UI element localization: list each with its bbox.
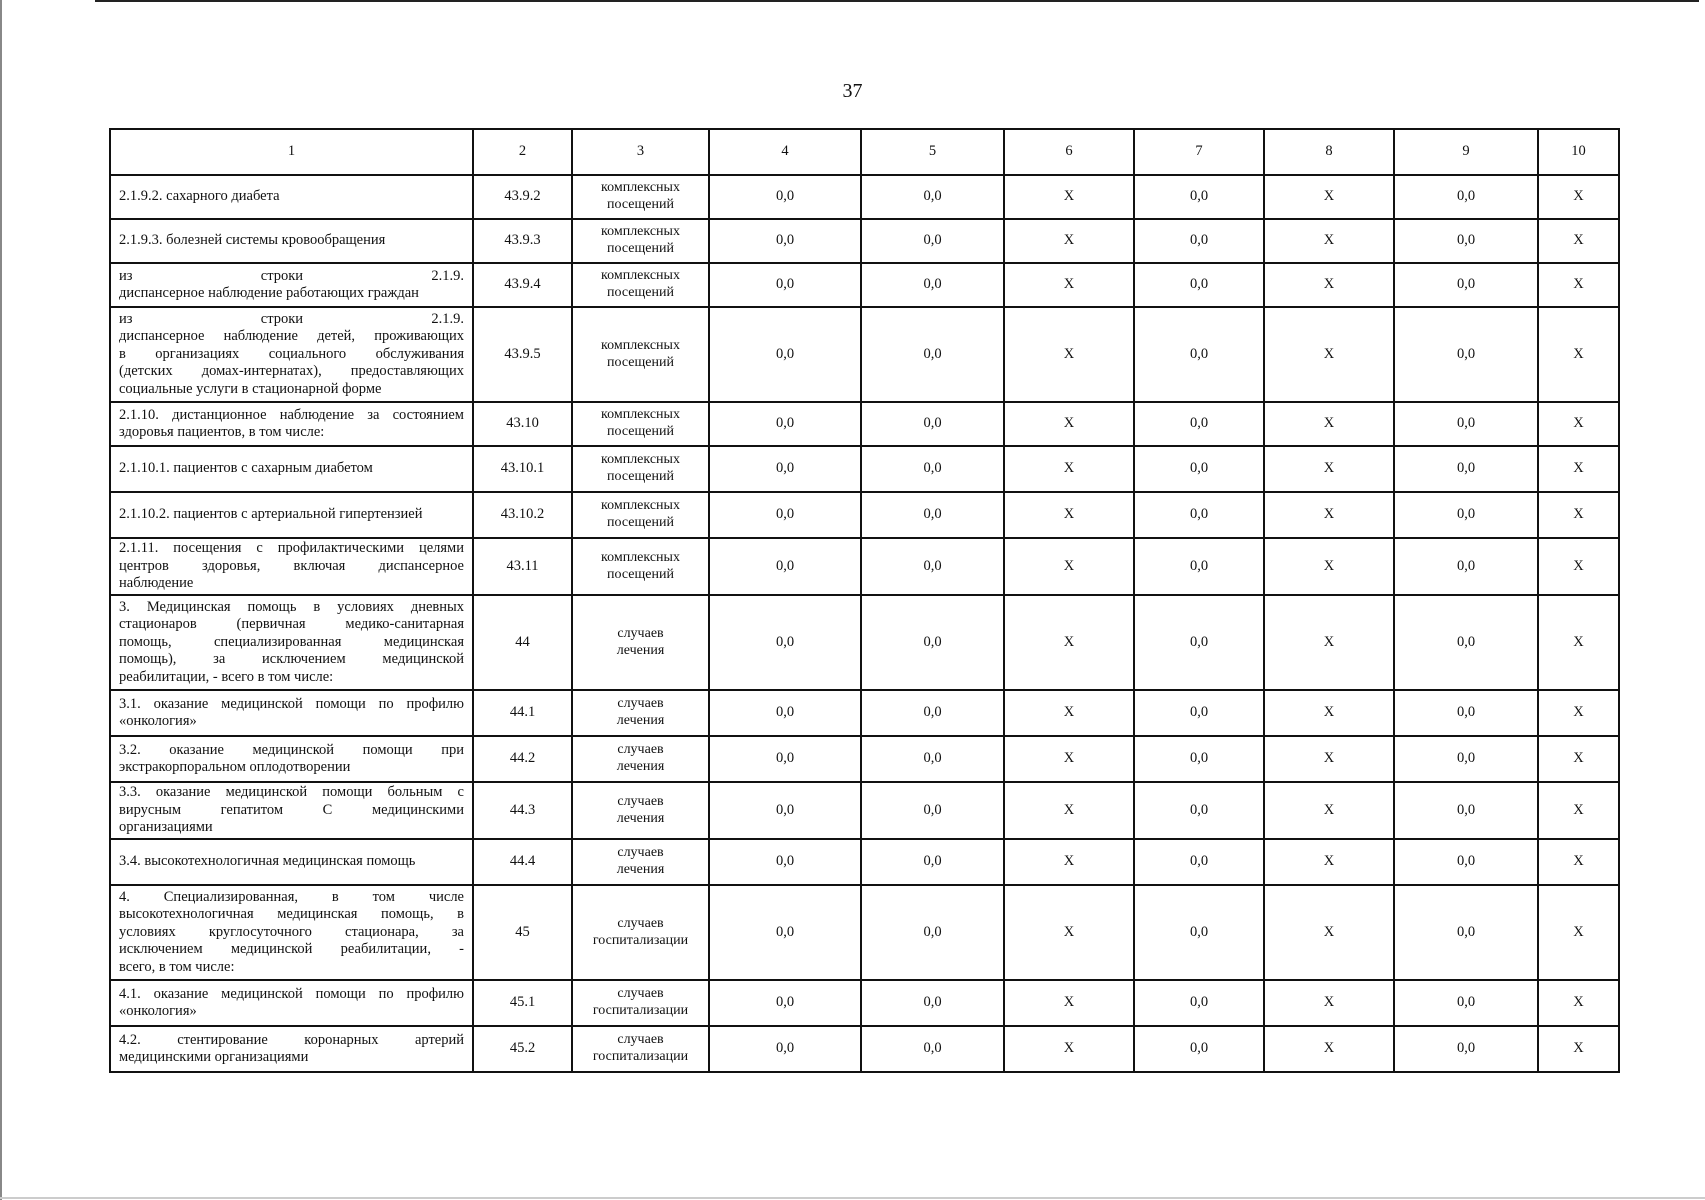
value-cell-c5: 0,0 [861, 690, 1004, 736]
value-cell-c4: 0,0 [709, 402, 861, 446]
value-cell-c10: X [1538, 839, 1619, 885]
row-code-cell: 43.10.1 [473, 446, 572, 492]
value-cell-c8: X [1264, 885, 1394, 980]
value-cell-c10: X [1538, 492, 1619, 538]
value-cell-c8: X [1264, 595, 1394, 690]
value-cell-c6: X [1004, 736, 1134, 782]
value-cell-c7: 0,0 [1134, 492, 1264, 538]
value-cell-c10: X [1538, 736, 1619, 782]
row-label-line: в организациях социального обслуживания [119, 345, 464, 362]
value-cell-c6: X [1004, 980, 1134, 1026]
row-label-line: вирусным гепатитом С медицинскими [119, 801, 464, 818]
table-row [110, 690, 1619, 736]
row-label-line: помощь, специализированная медицинская [119, 633, 464, 650]
header-cell: 7 [1134, 129, 1264, 175]
value-cell-c10: X [1538, 782, 1619, 839]
row-label-line: 3.4. высокотехнологичная медицинская помощь [119, 853, 416, 870]
value-cell-c8: X [1264, 1026, 1394, 1072]
value-cell-c8: X [1264, 307, 1394, 402]
value-cell-c4: 0,0 [709, 219, 861, 263]
unit-line: посещений [607, 241, 674, 256]
value-cell-c8: X [1264, 690, 1394, 736]
row-label-line: здоровья пациентов, в том числе: [119, 424, 325, 440]
unit-line: лечения [616, 713, 665, 728]
header-cell: 4 [709, 129, 861, 175]
unit-line: лечения [616, 642, 665, 658]
row-label-cell [110, 980, 473, 1026]
row-label-line: медицинскими организациями [119, 1049, 309, 1065]
table-row [110, 219, 1619, 263]
value-cell-c8: X [1264, 538, 1394, 595]
row-label-line: исключением медицинской реабилитации, - [119, 941, 464, 958]
header-cell: 9 [1394, 129, 1538, 175]
value-cell-c10: X [1538, 690, 1619, 736]
unit-line: посещений [607, 354, 674, 370]
row-label-line: 3.1. оказание медицинской помощи по профилю [119, 695, 464, 712]
table-row [110, 839, 1619, 885]
value-cell-c10: X [1538, 885, 1619, 980]
row-code-cell: 43.10 [473, 402, 572, 446]
header-cell: 8 [1264, 129, 1394, 175]
value-cell-c9: 0,0 [1394, 307, 1538, 402]
row-code-cell: 43.10.2 [473, 492, 572, 538]
value-cell-c4: 0,0 [709, 492, 861, 538]
value-cell-c5: 0,0 [861, 307, 1004, 402]
value-cell-c7: 0,0 [1134, 538, 1264, 595]
value-cell-c7: 0,0 [1134, 885, 1264, 980]
row-unit-cell [572, 736, 709, 782]
value-cell-c8: X [1264, 492, 1394, 538]
row-unit-cell [572, 782, 709, 839]
row-label-cell [110, 219, 473, 263]
table-row [110, 446, 1619, 492]
row-label-line: реабилитации, - всего в том числе: [119, 668, 334, 685]
value-cell-c10: X [1538, 402, 1619, 446]
value-cell-c10: X [1538, 263, 1619, 307]
value-cell-c4: 0,0 [709, 538, 861, 595]
value-cell-c8: X [1264, 736, 1394, 782]
table-row [110, 885, 1619, 980]
row-unit-cell [572, 690, 709, 736]
row-code-cell: 45.2 [473, 1026, 572, 1072]
row-label-line: центров здоровья, включая диспансерное [119, 557, 464, 574]
unit-line: комплексных [601, 452, 680, 468]
unit-line: комплексных [601, 224, 680, 240]
value-cell-c7: 0,0 [1134, 595, 1264, 690]
row-label-line: стационаров (первичная медико-санитарная [119, 616, 464, 633]
value-cell-c7: 0,0 [1134, 175, 1264, 219]
row-label-line: диспансерное наблюдение детей, проживающих [119, 328, 464, 345]
table-row [110, 980, 1619, 1026]
row-label-line: 2.1.10. дистанционное наблюдение за состоянием [119, 406, 464, 423]
unit-line: комплексных [601, 180, 680, 196]
unit-line: посещений [607, 566, 674, 582]
row-code-cell: 43.9.4 [473, 263, 572, 307]
row-code-cell: 45 [473, 885, 572, 980]
unit-line: госпитализации [592, 1003, 689, 1018]
row-label-cell [110, 1026, 473, 1072]
row-code-cell: 44.2 [473, 736, 572, 782]
value-cell-c9: 0,0 [1394, 736, 1538, 782]
row-label-line: 4. Специализированная, в том числе [119, 889, 464, 906]
unit-line: случаев [617, 1032, 664, 1048]
unit-line: госпитализации [592, 932, 689, 948]
row-label-cell [110, 690, 473, 736]
value-cell-c5: 0,0 [861, 219, 1004, 263]
value-cell-c8: X [1264, 219, 1394, 263]
value-cell-c6: X [1004, 595, 1134, 690]
value-cell-c4: 0,0 [709, 446, 861, 492]
value-cell-c4: 0,0 [709, 885, 861, 980]
row-label-cell [110, 402, 473, 446]
unit-line: случаев [617, 793, 664, 809]
unit-line: случаев [617, 625, 664, 641]
value-cell-c5: 0,0 [861, 980, 1004, 1026]
row-code-cell: 43.11 [473, 538, 572, 595]
value-cell-c9: 0,0 [1394, 690, 1538, 736]
unit-line: госпитализации [592, 1049, 689, 1064]
value-cell-c4: 0,0 [709, 307, 861, 402]
row-label-line: из строки 2.1.9. [119, 311, 464, 328]
row-label-cell [110, 446, 473, 492]
value-cell-c10: X [1538, 307, 1619, 402]
value-cell-c9: 0,0 [1394, 492, 1538, 538]
unit-line: посещений [607, 424, 674, 439]
row-unit-cell [572, 492, 709, 538]
unit-line: случаев [617, 696, 664, 712]
table-row [110, 402, 1619, 446]
row-label-line: 4.2. стентирование коронарных артерий [119, 1031, 464, 1048]
table-row [110, 263, 1619, 307]
value-cell-c4: 0,0 [709, 690, 861, 736]
unit-line: комплексных [601, 268, 680, 284]
unit-line: лечения [616, 759, 665, 774]
row-code-cell: 44.1 [473, 690, 572, 736]
row-label-cell [110, 307, 473, 402]
table-row [110, 538, 1619, 595]
value-cell-c7: 0,0 [1134, 839, 1264, 885]
value-cell-c6: X [1004, 538, 1134, 595]
value-cell-c9: 0,0 [1394, 1026, 1538, 1072]
value-cell-c6: X [1004, 839, 1134, 885]
left-scan-edge [0, 0, 2, 1200]
value-cell-c10: X [1538, 538, 1619, 595]
header-cell: 5 [861, 129, 1004, 175]
value-cell-c5: 0,0 [861, 402, 1004, 446]
header-row [110, 129, 1619, 175]
value-cell-c4: 0,0 [709, 595, 861, 690]
row-label-line: всего, в том числе: [119, 958, 235, 975]
row-label-line: 2.1.9.3. болезней системы кровообращения [119, 232, 386, 249]
header-cell: 3 [572, 129, 709, 175]
value-cell-c9: 0,0 [1394, 263, 1538, 307]
table-row [110, 175, 1619, 219]
value-cell-c7: 0,0 [1134, 446, 1264, 492]
table-body [110, 175, 1619, 1072]
value-cell-c6: X [1004, 263, 1134, 307]
page-number: 37 [842, 80, 863, 102]
row-code-cell: 44.3 [473, 782, 572, 839]
header-cell: 1 [110, 129, 473, 175]
row-label-cell [110, 595, 473, 690]
row-label-line: социальные услуги в стационарной форме [119, 380, 382, 397]
value-cell-c9: 0,0 [1394, 595, 1538, 690]
value-cell-c5: 0,0 [861, 885, 1004, 980]
value-cell-c4: 0,0 [709, 782, 861, 839]
value-cell-c8: X [1264, 980, 1394, 1026]
unit-line: комплексных [601, 407, 680, 423]
unit-line: посещений [607, 515, 674, 530]
value-cell-c7: 0,0 [1134, 782, 1264, 839]
table-row [110, 782, 1619, 839]
row-label-line: диспансерное наблюдение работающих граждан [119, 285, 419, 301]
unit-line: комплексных [601, 337, 680, 353]
header-cell: 2 [473, 129, 572, 175]
unit-line: комплексных [601, 498, 680, 514]
row-unit-cell [572, 446, 709, 492]
row-code-cell: 44 [473, 595, 572, 690]
value-cell-c6: X [1004, 782, 1134, 839]
value-cell-c8: X [1264, 175, 1394, 219]
row-label-line: 3. Медицинская помощь в условиях дневных [119, 599, 464, 616]
row-label-cell [110, 736, 473, 782]
value-cell-c5: 0,0 [861, 538, 1004, 595]
row-label-cell [110, 782, 473, 839]
value-cell-c9: 0,0 [1394, 885, 1538, 980]
value-cell-c5: 0,0 [861, 782, 1004, 839]
top-border-line [95, 0, 1699, 2]
unit-line: посещений [607, 285, 674, 300]
value-cell-c9: 0,0 [1394, 175, 1538, 219]
table-row [110, 492, 1619, 538]
value-cell-c5: 0,0 [861, 595, 1004, 690]
value-cell-c4: 0,0 [709, 263, 861, 307]
row-label-line: экстракорпоральном оплодотворении [119, 759, 351, 775]
value-cell-c6: X [1004, 1026, 1134, 1072]
value-cell-c9: 0,0 [1394, 219, 1538, 263]
row-label-line: высокотехнологичная медицинская помощь, в [119, 906, 464, 923]
value-cell-c7: 0,0 [1134, 263, 1264, 307]
row-label-cell [110, 492, 473, 538]
row-code-cell: 43.9.5 [473, 307, 572, 402]
value-cell-c6: X [1004, 446, 1134, 492]
header-cell: 6 [1004, 129, 1134, 175]
row-label-line: 3.3. оказание медицинской помощи больным с [119, 784, 464, 801]
unit-line: лечения [616, 862, 665, 877]
value-cell-c6: X [1004, 885, 1134, 980]
value-cell-c8: X [1264, 782, 1394, 839]
row-label-line: 2.1.11. посещения с профилактическими целями [119, 540, 464, 557]
value-cell-c4: 0,0 [709, 1026, 861, 1072]
unit-line: случаев [617, 742, 664, 758]
row-code-cell: 45.1 [473, 980, 572, 1026]
value-cell-c5: 0,0 [861, 736, 1004, 782]
value-cell-c6: X [1004, 402, 1134, 446]
value-cell-c10: X [1538, 446, 1619, 492]
value-cell-c9: 0,0 [1394, 839, 1538, 885]
value-cell-c8: X [1264, 839, 1394, 885]
row-code-cell: 44.4 [473, 839, 572, 885]
row-unit-cell [572, 307, 709, 402]
value-cell-c7: 0,0 [1134, 1026, 1264, 1072]
row-label-line: 2.1.9.2. сахарного диабета [119, 188, 280, 205]
row-label-line: помощь), за исключением медицинской [119, 651, 464, 668]
unit-line: посещений [607, 469, 674, 484]
value-cell-c4: 0,0 [709, 980, 861, 1026]
row-label-line: «онкология» [119, 1003, 197, 1019]
table-row [110, 736, 1619, 782]
row-label-cell [110, 538, 473, 595]
row-unit-cell [572, 538, 709, 595]
value-cell-c6: X [1004, 219, 1134, 263]
bottom-scan-edge [0, 1197, 1705, 1199]
row-unit-cell [572, 595, 709, 690]
value-cell-c7: 0,0 [1134, 219, 1264, 263]
table-row [110, 595, 1619, 690]
row-label-line: 4.1. оказание медицинской помощи по профилю [119, 985, 464, 1002]
row-unit-cell [572, 402, 709, 446]
unit-line: случаев [617, 845, 664, 861]
row-label-cell [110, 175, 473, 219]
unit-line: комплексных [601, 549, 680, 565]
value-cell-c7: 0,0 [1134, 980, 1264, 1026]
value-cell-c6: X [1004, 690, 1134, 736]
value-cell-c7: 0,0 [1134, 307, 1264, 402]
header-cell: 10 [1538, 129, 1619, 175]
value-cell-c9: 0,0 [1394, 980, 1538, 1026]
value-cell-c9: 0,0 [1394, 538, 1538, 595]
row-label-line: 3.2. оказание медицинской помощи при [119, 741, 464, 758]
value-cell-c8: X [1264, 446, 1394, 492]
row-code-cell: 43.9.3 [473, 219, 572, 263]
unit-line: посещений [607, 197, 674, 212]
row-unit-cell [572, 885, 709, 980]
unit-line: лечения [616, 810, 665, 826]
value-cell-c6: X [1004, 492, 1134, 538]
value-cell-c10: X [1538, 980, 1619, 1026]
value-cell-c5: 0,0 [861, 839, 1004, 885]
row-label-cell [110, 839, 473, 885]
value-cell-c4: 0,0 [709, 175, 861, 219]
row-unit-cell [572, 980, 709, 1026]
value-cell-c6: X [1004, 307, 1134, 402]
value-cell-c5: 0,0 [861, 175, 1004, 219]
unit-line: случаев [617, 915, 664, 931]
value-cell-c7: 0,0 [1134, 736, 1264, 782]
row-label-line: (детских домах-интернатах), предоставляющих [119, 363, 464, 380]
row-label-line: 2.1.10.2. пациентов с артериальной гипертензией [119, 506, 423, 523]
table-row [110, 307, 1619, 402]
value-cell-c10: X [1538, 175, 1619, 219]
value-cell-c7: 0,0 [1134, 402, 1264, 446]
value-cell-c6: X [1004, 175, 1134, 219]
value-cell-c8: X [1264, 263, 1394, 307]
value-cell-c10: X [1538, 219, 1619, 263]
row-label-cell [110, 885, 473, 980]
value-cell-c9: 0,0 [1394, 446, 1538, 492]
value-cell-c4: 0,0 [709, 839, 861, 885]
row-unit-cell [572, 839, 709, 885]
table-row [110, 1026, 1619, 1072]
value-cell-c9: 0,0 [1394, 402, 1538, 446]
row-code-cell: 43.9.2 [473, 175, 572, 219]
value-cell-c10: X [1538, 1026, 1619, 1072]
value-cell-c5: 0,0 [861, 446, 1004, 492]
value-cell-c5: 0,0 [861, 263, 1004, 307]
value-cell-c5: 0,0 [861, 1026, 1004, 1072]
row-unit-cell [572, 263, 709, 307]
row-unit-cell [572, 1026, 709, 1072]
value-cell-c4: 0,0 [709, 736, 861, 782]
row-label-line: 2.1.10.1. пациентов с сахарным диабетом [119, 460, 373, 477]
row-unit-cell [572, 175, 709, 219]
row-label-cell [110, 263, 473, 307]
row-unit-cell [572, 219, 709, 263]
value-cell-c10: X [1538, 595, 1619, 690]
row-label-line: из строки 2.1.9. [119, 267, 464, 284]
value-cell-c8: X [1264, 402, 1394, 446]
row-label-line: организациями [119, 819, 213, 836]
data-table [109, 128, 1620, 1073]
row-label-line: «онкология» [119, 713, 197, 729]
value-cell-c5: 0,0 [861, 492, 1004, 538]
value-cell-c9: 0,0 [1394, 782, 1538, 839]
value-cell-c7: 0,0 [1134, 690, 1264, 736]
row-label-line: наблюдение [119, 575, 194, 592]
row-label-line: условиях круглосуточного стационара, за [119, 923, 464, 940]
unit-line: случаев [617, 986, 664, 1002]
